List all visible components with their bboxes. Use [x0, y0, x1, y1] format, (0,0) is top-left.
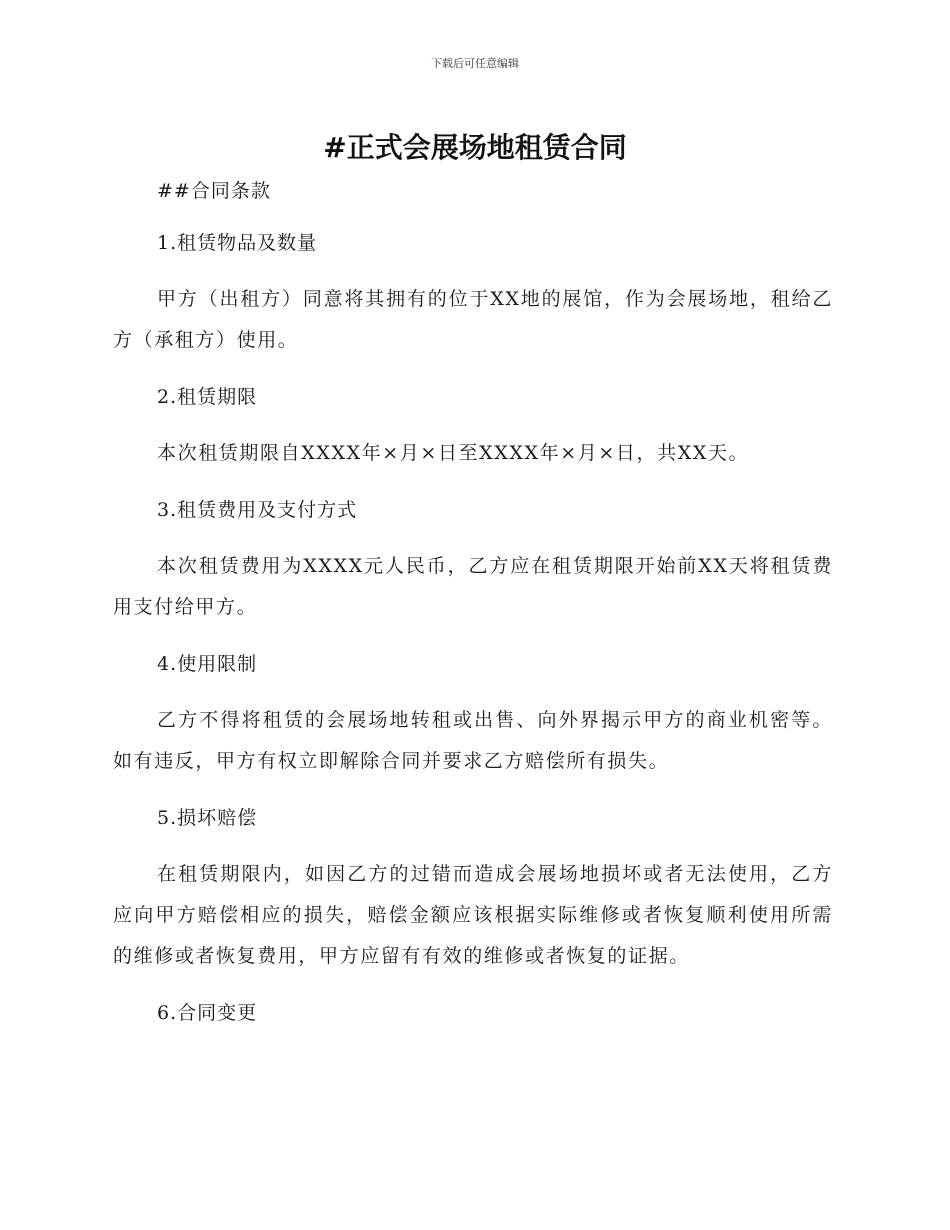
section-subtitle: ##合同条款 — [157, 180, 271, 202]
section-heading-2: 2.租赁期限 — [157, 386, 258, 408]
section-body-4: 乙方不得将租赁的会展场地转租或出售、向外界揭示甲方的商业机密等。如有违反，甲方有权立即解除合同并要求乙方赔偿所有损失。 — [113, 709, 833, 772]
section-heading-3: 3.租赁费用及支付方式 — [157, 499, 358, 521]
section-heading-6: 6.合同变更 — [157, 1002, 258, 1024]
section-body-1: 甲方（出租方）同意将其拥有的位于XX地的展馆，作为会展场地，租给乙方（承租方）使用。 — [113, 288, 833, 351]
section-body-5: 在租赁期限内，如因乙方的过错而造成会展场地损坏或者无法使用，乙方应向甲方赔偿相应的损失，赔偿金额应该根据实际维修或者恢复顺利使用所需的维修或者恢复费用，甲方应留有有效的维修或者恢复的证据。 — [113, 863, 833, 967]
document-body — [113, 175, 833, 1049]
document-title: #正式会展场地租赁合同 — [323, 131, 627, 164]
section-heading-1: 1.租赁物品及数量 — [157, 232, 318, 254]
header-note: 下载后可任意编辑 — [431, 57, 519, 70]
section-heading-4: 4.使用限制 — [157, 653, 258, 675]
section-body-3: 本次租赁费用为XXXX元人民币，乙方应在租赁期限开始前XX天将租赁费用支付给甲方。 — [113, 555, 833, 618]
section-heading-5: 5.损坏赔偿 — [157, 807, 258, 829]
section-body-2: 本次租赁期限自XXXX年×月×日至XXXX年×月×日，共XX天。 — [157, 442, 750, 464]
